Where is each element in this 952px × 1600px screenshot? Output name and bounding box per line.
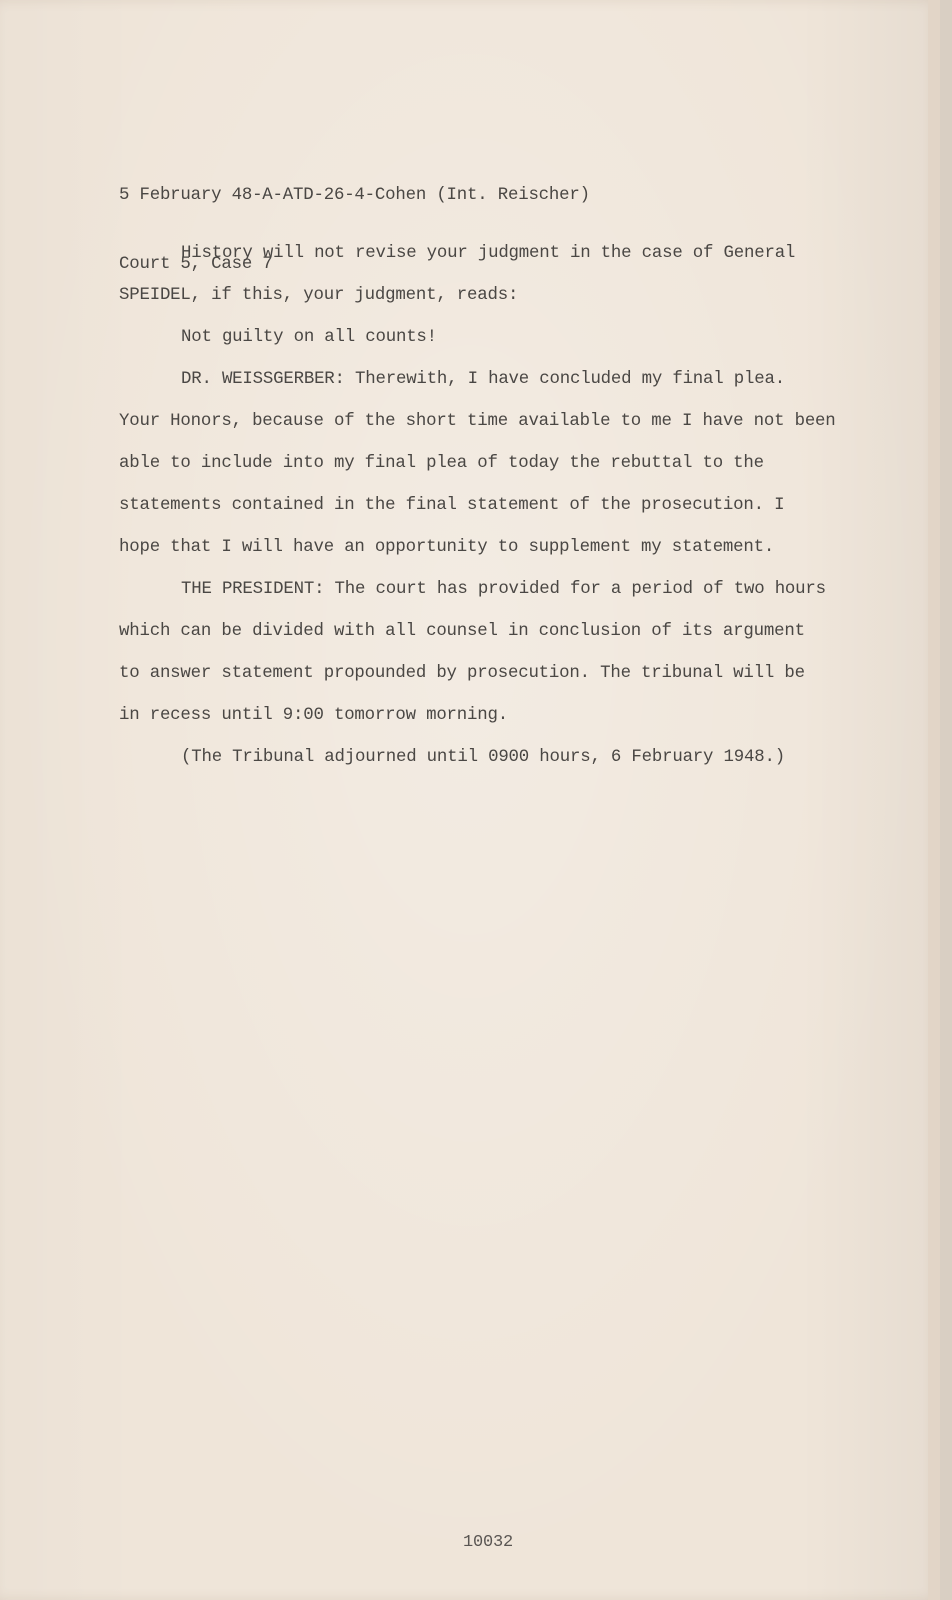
body-line-5: Your Honors, because of the short time available to me I have not been	[119, 412, 836, 431]
body-line-9: THE PRESIDENT: The court has provided for a period of two hours	[181, 580, 826, 599]
body-line-8: hope that I will have an opportunity to supplement my statement.	[119, 538, 775, 557]
body-line-1: History will not revise your judgment in the case of General	[181, 244, 796, 263]
body-line-10: which can be divided with all counsel in conclusion of its argument	[119, 622, 805, 641]
page-number: 10032	[463, 1533, 514, 1552]
body-line-11: to answer statement propounded by prosecution. The tribunal will be	[119, 664, 805, 683]
body-line-12: in recess until 9:00 tomorrow morning.	[119, 706, 508, 725]
body-line-13: (The Tribunal adjourned until 0900 hours, 6 February 1948.)	[181, 748, 785, 767]
body-line-3: Not guilty on all counts!	[181, 328, 437, 347]
body-line-2: SPEIDEL, if this, your judgment, reads:	[119, 286, 519, 305]
body-line-7: statements contained in the final statement of the prosecution. I	[119, 496, 785, 515]
header-reference-line: 5 February 48-A-ATD-26-4-Cohen (Int. Reischer)	[119, 186, 590, 205]
body-line-6: able to include into my final plea of today the rebuttal to the	[119, 454, 764, 473]
body-line-4: DR. WEISSGERBER: Therewith, I have concluded my final plea.	[181, 370, 785, 389]
page-edge	[928, 0, 940, 1600]
header-court-line: Court 5, Case 7	[119, 255, 273, 274]
